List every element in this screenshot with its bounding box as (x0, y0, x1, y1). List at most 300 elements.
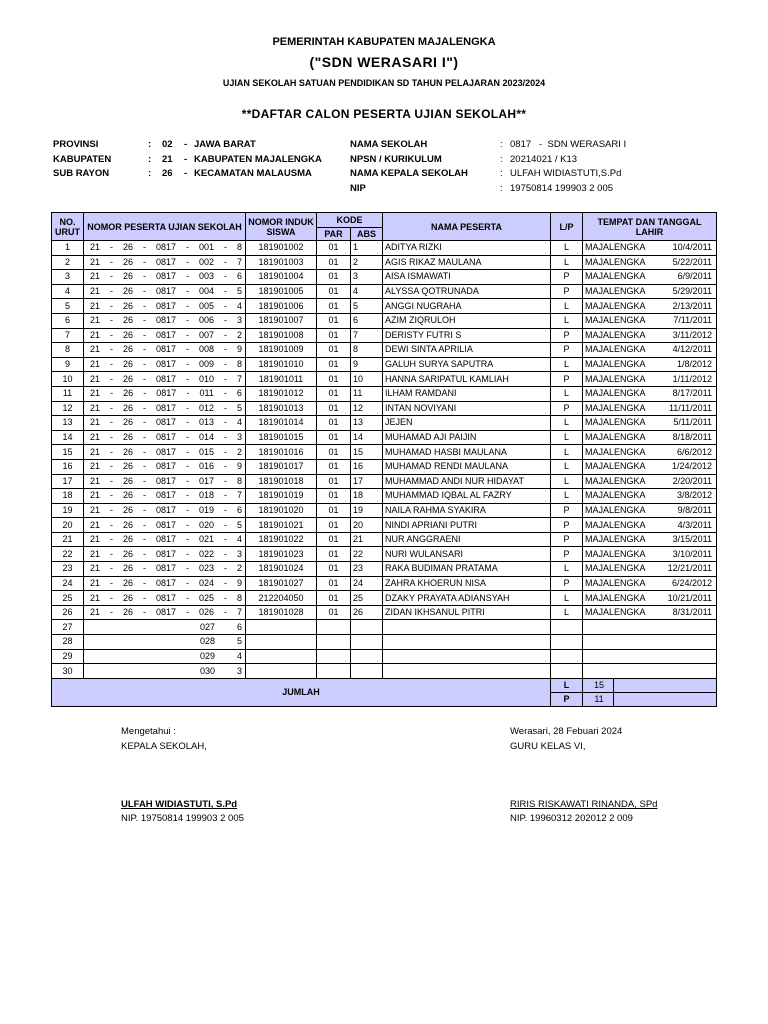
cell-nama: RAKA BUDIMAN PRATAMA (383, 562, 551, 577)
info-colon: : (148, 139, 152, 150)
np-seq: 023 (198, 563, 214, 574)
cell-nama: JEJEN (383, 416, 551, 431)
np-sep: - (110, 446, 113, 457)
np-check: 6 (236, 388, 242, 399)
info-label: NAMA SEKOLAH (350, 139, 428, 150)
np-rayon: 26 (122, 329, 133, 340)
cell-nomor-peserta (84, 328, 246, 343)
np-sep: - (110, 300, 113, 311)
info-value: KABUPATEN MAJALENGKA (194, 154, 322, 165)
cell-no: 17 (52, 474, 84, 489)
cell-nama: ALYSSA QOTRUNADA (383, 284, 551, 299)
np-rayon: 26 (122, 417, 133, 428)
np-sep: - (110, 563, 113, 574)
np-prov: 21 (90, 592, 101, 603)
cell-nis: 181901017 (246, 459, 317, 474)
cell-ttl (583, 532, 717, 547)
ttl-tanggal: 2/20/2011 (672, 475, 713, 486)
ttl-tanggal: 1/11/2012 (672, 373, 713, 384)
cell-nomor-peserta (84, 474, 246, 489)
np-sep: - (142, 548, 146, 559)
np-seq: 001 (198, 242, 214, 253)
cell-nis (246, 635, 317, 650)
np-sep: - (142, 242, 146, 253)
np-sep: - (185, 329, 189, 340)
np-sep: - (185, 563, 189, 574)
np-sep: - (142, 417, 146, 428)
np-sep: - (110, 475, 113, 486)
cell-no: 24 (52, 576, 84, 591)
ttl-tempat: MAJALENGKA (585, 242, 646, 253)
np-check: 6 (236, 271, 242, 282)
total-l-value (583, 678, 717, 692)
cell-no: 7 (52, 328, 84, 343)
cell-lp: L (551, 255, 583, 270)
table-row (52, 489, 717, 504)
cell-nomor-peserta (84, 591, 246, 606)
header-line-1: PEMERINTAH KABUPATEN MAJALENGKA (272, 36, 496, 48)
cell-nama: AISA ISMAWATI (383, 270, 551, 285)
info-dash: - (184, 168, 188, 179)
np-seq: 030 (199, 665, 215, 676)
np-sep: - (185, 504, 189, 515)
np-prov: 21 (90, 344, 101, 355)
ttl-tanggal: 5/29/2011 (672, 286, 713, 297)
table-row (52, 386, 717, 401)
cell-par: 01 (317, 532, 351, 547)
np-seq: 019 (198, 504, 214, 515)
np-check: 9 (236, 461, 242, 472)
cell-lp: P (551, 401, 583, 416)
cell-abs (351, 635, 383, 650)
np-sep: - (142, 256, 146, 267)
np-school: 0817 (155, 242, 176, 253)
cell-lp: L (551, 386, 583, 401)
table-row (52, 605, 717, 620)
np-check: 2 (236, 563, 242, 574)
np-sep: - (110, 359, 113, 370)
cell-nomor-peserta (84, 518, 246, 533)
cell-lp: L (551, 357, 583, 372)
cell-ttl (583, 591, 717, 606)
np-sep: - (142, 315, 146, 326)
ttl-tempat: MAJALENGKA (585, 607, 646, 618)
table-row (52, 328, 717, 343)
table-row (52, 401, 717, 416)
np-sep: - (142, 271, 146, 282)
ttl-tempat: MAJALENGKA (585, 300, 646, 311)
ttl-tanggal: 6/6/2012 (676, 446, 713, 457)
np-prov: 21 (90, 373, 101, 384)
np-rayon: 26 (122, 490, 133, 501)
cell-nama: ZIDAN IKHSANUL PITRI (383, 605, 551, 620)
np-school: 0817 (155, 417, 176, 428)
np-sep: - (223, 417, 227, 428)
np-sep: - (223, 388, 227, 399)
info-value: JAWA BARAT (194, 139, 256, 150)
cell-nis: 181901023 (246, 547, 317, 562)
cell-lp: L (551, 562, 583, 577)
np-sep: - (142, 446, 146, 457)
cell-nama: ANGGI NUGRAHA (383, 299, 551, 314)
cell-nama: NAILA RAHMA SYAKIRA (383, 503, 551, 518)
np-sep: - (185, 271, 189, 282)
cell-no: 8 (52, 343, 84, 358)
cell-par: 01 (317, 503, 351, 518)
cell-no: 27 (52, 620, 84, 635)
cell-lp: P (551, 270, 583, 285)
header-nama: NAMA PESERTA (383, 213, 551, 241)
np-seq: 002 (198, 256, 214, 267)
cell-ttl (583, 445, 717, 460)
np-sep: - (142, 359, 146, 370)
ttl-tempat: MAJALENGKA (585, 417, 646, 428)
np-prov: 21 (90, 432, 101, 443)
cell-par: 01 (317, 372, 351, 387)
cell-par: 01 (317, 518, 351, 533)
np-school: 0817 (155, 286, 176, 297)
np-rayon: 26 (122, 242, 133, 253)
info-label: NIP (350, 183, 366, 194)
cell-par: 01 (317, 270, 351, 285)
cell-nama: MUHAMAD RENDI MAULANA (383, 459, 551, 474)
np-sep: - (185, 534, 189, 545)
np-rayon: 26 (122, 315, 133, 326)
cell-no: 22 (52, 547, 84, 562)
info-label: SUB RAYON (53, 168, 110, 179)
np-sep: - (110, 607, 113, 618)
info-dash: - (184, 154, 188, 165)
cell-lp: P (551, 284, 583, 299)
table-row (52, 445, 717, 460)
cell-no: 4 (52, 284, 84, 299)
cell-lp: L (551, 430, 583, 445)
np-check: 5 (236, 636, 242, 647)
ttl-tanggal: 12/21/2011 (667, 563, 713, 574)
np-sep: - (185, 475, 189, 486)
np-sep: - (142, 534, 146, 545)
ttl-tanggal: 5/11/2011 (673, 417, 713, 428)
np-prov: 21 (90, 577, 101, 588)
table-row (52, 562, 717, 577)
cell-ttl (583, 459, 717, 474)
np-sep: - (223, 490, 227, 501)
info-code: 21 (162, 154, 173, 165)
cell-no: 2 (52, 255, 84, 270)
info-code: 02 (162, 139, 173, 150)
np-seq: 011 (199, 388, 214, 399)
cell-no: 29 (52, 649, 84, 664)
cell-nama: MUHAMMAD ANDI NUR HIDAYAT (383, 474, 551, 489)
np-check: 5 (236, 402, 242, 413)
cell-nama: ILHAM RAMDANI (383, 386, 551, 401)
total-p-count: 11 (585, 693, 614, 706)
cell-nis (246, 620, 317, 635)
cell-nis: 181901027 (246, 576, 317, 591)
cell-nomor-peserta (84, 576, 246, 591)
cell-nis: 181901018 (246, 474, 317, 489)
cell-nama: INTAN NOVIYANI (383, 401, 551, 416)
ttl-tempat: MAJALENGKA (585, 592, 646, 603)
np-rayon: 26 (122, 402, 133, 413)
np-sep: - (110, 402, 113, 413)
cell-abs: 21 (351, 532, 383, 547)
info-colon: : (148, 154, 152, 165)
cell-nomor-peserta (84, 416, 246, 431)
footer-left-line2: KEPALA SEKOLAH, (121, 741, 207, 752)
cell-nama: GALUH SURYA SAPUTRA (383, 357, 551, 372)
np-sep: - (110, 417, 113, 428)
cell-nomor-peserta (84, 503, 246, 518)
info-value: 0817 - SDN WERASARI I (510, 139, 627, 150)
cell-nis: 181901004 (246, 270, 317, 285)
np-sep: - (223, 475, 227, 486)
cell-par: 01 (317, 562, 351, 577)
np-prov: 21 (90, 490, 101, 501)
cell-nama (383, 635, 551, 650)
ttl-tanggal: 10/21/2011 (667, 592, 713, 603)
np-sep: - (110, 490, 113, 501)
np-rayon: 26 (122, 461, 133, 472)
np-rayon: 26 (122, 548, 133, 559)
cell-lp: L (551, 445, 583, 460)
np-check: 7 (236, 373, 242, 384)
np-sep: - (223, 300, 227, 311)
header-par: PAR (317, 228, 351, 241)
cell-abs: 8 (351, 343, 383, 358)
np-prov: 21 (90, 359, 101, 370)
np-school: 0817 (155, 475, 176, 486)
cell-no: 30 (52, 664, 84, 679)
info-colon: : (500, 183, 503, 194)
np-check: 7 (236, 490, 242, 501)
ttl-tempat: MAJALENGKA (585, 271, 646, 282)
cell-ttl (583, 357, 717, 372)
cell-nis: 181901020 (246, 503, 317, 518)
cell-abs: 5 (351, 299, 383, 314)
cell-abs: 24 (351, 576, 383, 591)
cell-par: 01 (317, 474, 351, 489)
np-rayon: 26 (122, 286, 133, 297)
np-rayon: 26 (122, 592, 133, 603)
ttl-tempat: MAJALENGKA (585, 446, 646, 457)
total-row-l (52, 678, 717, 692)
np-sep: - (223, 242, 227, 253)
np-school: 0817 (156, 388, 177, 399)
np-sep: - (223, 329, 227, 340)
np-school: 0817 (155, 563, 176, 574)
np-sep: - (223, 563, 227, 574)
cell-nomor-peserta (84, 284, 246, 299)
cell-nomor-peserta (84, 372, 246, 387)
np-sep: - (185, 592, 189, 603)
np-seq: 003 (198, 271, 214, 282)
np-prov: 21 (90, 417, 101, 428)
cell-abs: 13 (351, 416, 383, 431)
table-row (52, 430, 717, 445)
cell-lp: L (551, 591, 583, 606)
cell-no: 21 (52, 532, 84, 547)
cell-nomor-peserta (84, 459, 246, 474)
np-school: 0817 (155, 461, 176, 472)
cell-lp: P (551, 547, 583, 562)
np-school: 0817 (155, 329, 176, 340)
cell-ttl (583, 299, 717, 314)
np-sep: - (142, 577, 146, 588)
np-prov: 21 (90, 286, 101, 297)
np-school: 0817 (155, 534, 176, 545)
cell-no: 12 (52, 401, 84, 416)
np-rayon: 26 (122, 344, 133, 355)
np-check: 9 (236, 577, 242, 588)
np-sep: - (185, 359, 189, 370)
cell-nomor-peserta (84, 547, 246, 562)
table-row (52, 503, 717, 518)
cell-abs (351, 649, 383, 664)
cell-par: 01 (317, 401, 351, 416)
cell-ttl (583, 241, 717, 256)
cell-ttl (583, 474, 717, 489)
ttl-tempat: MAJALENGKA (585, 373, 646, 384)
cell-nis: 181901002 (246, 241, 317, 256)
np-check: 9 (236, 344, 242, 355)
cell-no: 26 (52, 605, 84, 620)
np-sep: - (185, 286, 189, 297)
cell-nis: 181901014 (246, 416, 317, 431)
np-sep: - (142, 563, 146, 574)
ttl-tempat: MAJALENGKA (585, 329, 646, 340)
cell-par (317, 635, 351, 650)
ttl-tempat: MAJALENGKA (585, 548, 646, 559)
np-rayon: 26 (122, 359, 133, 370)
np-check: 2 (236, 446, 242, 457)
np-seq: 028 (199, 636, 215, 647)
np-check: 4 (236, 300, 242, 311)
np-check: 8 (236, 592, 242, 603)
cell-ttl (583, 343, 717, 358)
np-sep: - (110, 577, 113, 588)
np-seq: 012 (198, 402, 214, 413)
cell-ttl (583, 401, 717, 416)
cell-abs: 14 (351, 430, 383, 445)
np-check: 3 (236, 665, 242, 676)
np-sep: - (223, 432, 227, 443)
cell-abs: 15 (351, 445, 383, 460)
cell-no: 19 (52, 503, 84, 518)
info-value: ULFAH WIDIASTUTI,S.Pd (510, 168, 622, 179)
np-sep: - (110, 461, 113, 472)
ttl-tempat: MAJALENGKA (585, 344, 646, 355)
total-l-label: L (551, 678, 583, 692)
np-seq: 026 (198, 607, 214, 618)
np-check: 4 (236, 534, 242, 545)
np-sep: - (223, 286, 227, 297)
np-prov: 21 (90, 504, 101, 515)
cell-ttl (583, 430, 717, 445)
cell-nama: MUHAMAD HASBI MAULANA (383, 445, 551, 460)
np-sep: - (185, 519, 189, 530)
ttl-tempat: MAJALENGKA (585, 504, 646, 515)
np-prov: 21 (90, 475, 101, 486)
np-school: 0817 (155, 607, 176, 618)
cell-abs: 4 (351, 284, 383, 299)
table-row (52, 357, 717, 372)
np-sep: - (185, 242, 189, 253)
cell-lp: P (551, 372, 583, 387)
np-seq: 008 (198, 344, 214, 355)
cell-no: 23 (52, 562, 84, 577)
cell-ttl (583, 489, 717, 504)
cell-ttl (583, 503, 717, 518)
info-label: KABUPATEN (53, 154, 112, 165)
np-sep: - (142, 475, 146, 486)
np-check: 8 (236, 242, 242, 253)
cell-par: 01 (317, 255, 351, 270)
cell-nis: 181901016 (246, 445, 317, 460)
cell-par: 01 (317, 313, 351, 328)
np-prov: 21 (90, 446, 101, 457)
cell-nomor-peserta (84, 299, 246, 314)
np-sep: - (110, 534, 113, 545)
ttl-tanggal: 6/9/2011 (677, 271, 713, 282)
np-sep: - (142, 373, 146, 384)
np-check: 7 (236, 607, 242, 618)
total-l-count: 15 (585, 679, 614, 692)
np-sep: - (223, 373, 227, 384)
cell-nis: 181901007 (246, 313, 317, 328)
table-row (52, 664, 717, 679)
cell-par: 01 (317, 576, 351, 591)
cell-abs: 9 (351, 357, 383, 372)
np-rayon: 26 (122, 475, 133, 486)
cell-par: 01 (317, 430, 351, 445)
cell-abs: 25 (351, 591, 383, 606)
cell-abs: 3 (351, 270, 383, 285)
cell-nomor-peserta (84, 605, 246, 620)
cell-nama: MUHAMMAD IQBAL AL FAZRY (383, 489, 551, 504)
cell-nama: HANNA SARIPATUL KAMLIAH (383, 372, 551, 387)
cell-nama (383, 649, 551, 664)
np-seq: 007 (198, 329, 214, 340)
table-row (52, 649, 717, 664)
ttl-tempat: MAJALENGKA (585, 534, 646, 545)
np-sep: - (142, 461, 146, 472)
cell-lp: P (551, 518, 583, 533)
cell-no: 9 (52, 357, 84, 372)
np-sep: - (185, 300, 189, 311)
cell-nis: 181901012 (246, 386, 317, 401)
np-sep: - (142, 402, 146, 413)
ttl-tempat: MAJALENGKA (585, 256, 646, 267)
header-abs: ABS (351, 228, 383, 241)
np-sep: - (185, 315, 189, 326)
np-check: 8 (236, 359, 242, 370)
footer-right-line2: GURU KELAS VI, (510, 741, 586, 752)
np-prov: 21 (90, 329, 101, 340)
info-label: NAMA KEPALA SEKOLAH (350, 168, 468, 179)
cell-abs (351, 620, 383, 635)
cell-abs: 12 (351, 401, 383, 416)
np-sep: - (185, 490, 189, 501)
np-sep: - (185, 256, 189, 267)
np-sep: - (223, 577, 227, 588)
np-check: 6 (236, 504, 242, 515)
np-rayon: 26 (122, 504, 133, 515)
np-prov: 21 (90, 256, 101, 267)
table-row (52, 416, 717, 431)
np-prov: 21 (90, 271, 101, 282)
np-sep: - (142, 592, 146, 603)
